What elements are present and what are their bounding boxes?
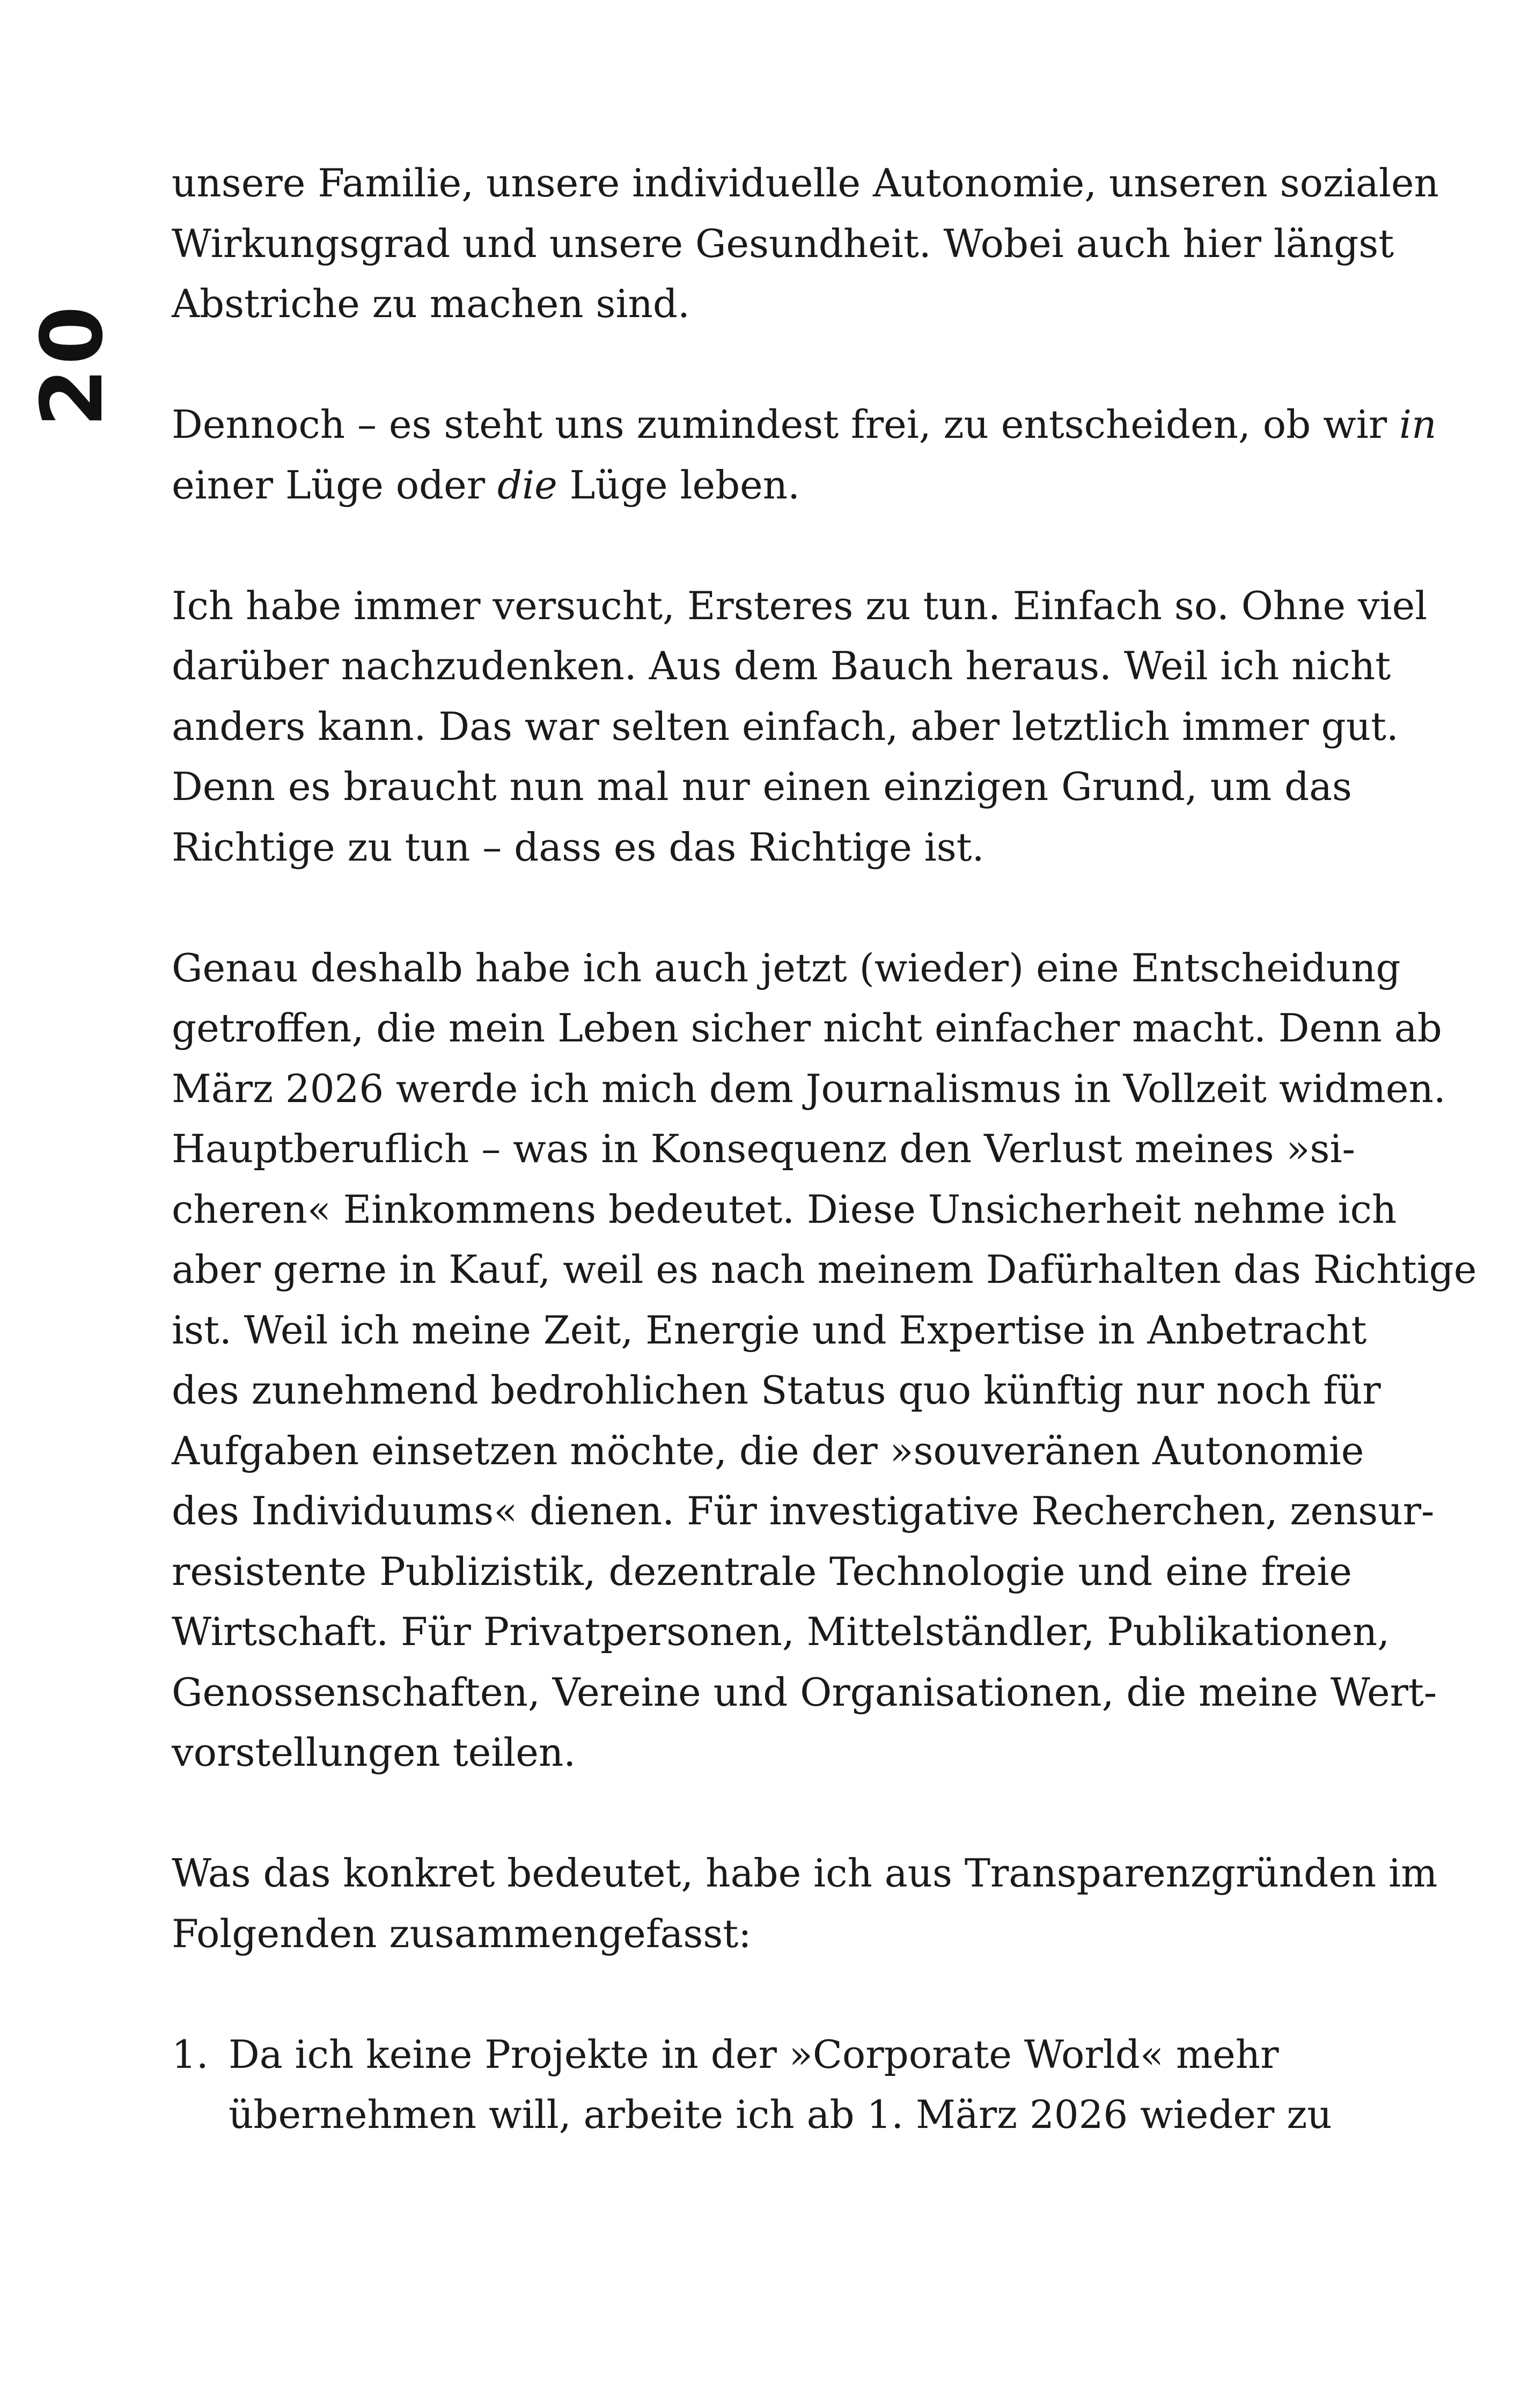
text-line: resistente Publizistik, dezentrale Technologie und eine freie (172, 1548, 1352, 1594)
page-number-text: 20 (23, 303, 122, 427)
text-line: Wirkungsgrad und unsere Gesundheit. Wobei auch hier längst (172, 221, 1394, 266)
text-line: Genau deshalb habe ich auch jetzt (wieder) eine Entscheidung (172, 945, 1401, 990)
text-line: Was das konkret bedeutet, habe ich aus Transparenzgründen im (172, 1851, 1438, 1896)
paragraph-1 (172, 153, 1439, 334)
text-line: getroffen, die mein Leben sicher nicht einfacher macht. Denn ab (172, 1005, 1442, 1051)
text-line: übernehmen will, arbeite ich ab 1. März 2026 wieder zu (229, 2092, 1332, 2137)
text-line: cheren« Einkommens bedeutet. Diese Unsicherheit nehme ich (172, 1186, 1397, 1232)
text-line: März 2026 werde ich mich dem Journalismus in Vollzeit widmen. (172, 1066, 1446, 1111)
text-line: des zunehmend bedrohlichen Status quo künftig nur noch für (172, 1368, 1381, 1413)
text-line: Hauptberuflich – was in Konsequenz den Verlust meines »si- (172, 1126, 1355, 1171)
body-text (172, 153, 1477, 2145)
text-run: einer Lüge oder (172, 462, 498, 508)
emphasis-in: in (1399, 402, 1437, 447)
paragraph-2 (172, 394, 1437, 515)
text-line: Folgenden zusammengefasst: (172, 1911, 752, 1956)
text-line: Denn es braucht nun mal nur einen einzigen Grund, um das (172, 764, 1352, 809)
numbered-list (172, 2024, 1352, 2145)
text-line: Genossenschaften, Vereine und Organisationen, die meine Wert- (172, 1669, 1437, 1715)
text-line: ist. Weil ich meine Zeit, Energie und Expertise in Anbetracht (172, 1307, 1367, 1353)
text-line: Abstriche zu machen sind. (172, 281, 690, 326)
text-line: aber gerne in Kauf, weil es nach meinem Dafürhalten das Richtige (172, 1247, 1477, 1292)
list-item-number: 1. (172, 2031, 209, 2077)
text-line: unsere Familie, unsere individuelle Autonomie, unseren sozialen (172, 160, 1439, 205)
paragraph-3 (172, 576, 1428, 878)
text-line: Wirtschaft. Für Privatpersonen, Mittelständler, Publikationen, (172, 1609, 1390, 1654)
text-line: Da ich keine Projekte in der »Corporate World« mehr (229, 2031, 1279, 2077)
paragraph-5 (172, 1843, 1438, 1964)
text-run: Lüge leben. (557, 462, 800, 508)
text-line: Richtige zu tun – dass es das Richtige ist. (172, 824, 984, 870)
text-line: Aufgaben einsetzen möchte, die der »souveränen Autonomie (172, 1428, 1364, 1473)
text-line: darüber nachzudenken. Aus dem Bauch heraus. Weil ich nicht (172, 643, 1391, 688)
text-line (172, 455, 1352, 516)
text-line (172, 394, 1437, 455)
text-line: anders kann. Das war selten einfach, aber letztlich immer gut. (172, 703, 1399, 749)
text-run: Dennoch – es steht uns zumindest frei, zu entscheiden, ob wir (172, 402, 1400, 447)
emphasis-die: die (497, 462, 557, 508)
text-line: Ich habe immer versucht, Ersteres zu tun. Einfach so. Ohne viel (172, 583, 1428, 628)
list-item (172, 2024, 1352, 2145)
text-line: vorstellungen teilen. (172, 1730, 576, 1775)
paragraph-4 (172, 938, 1477, 1783)
text-line: des Individuums« dienen. Für investigative Recherchen, zensur- (172, 1488, 1435, 1533)
